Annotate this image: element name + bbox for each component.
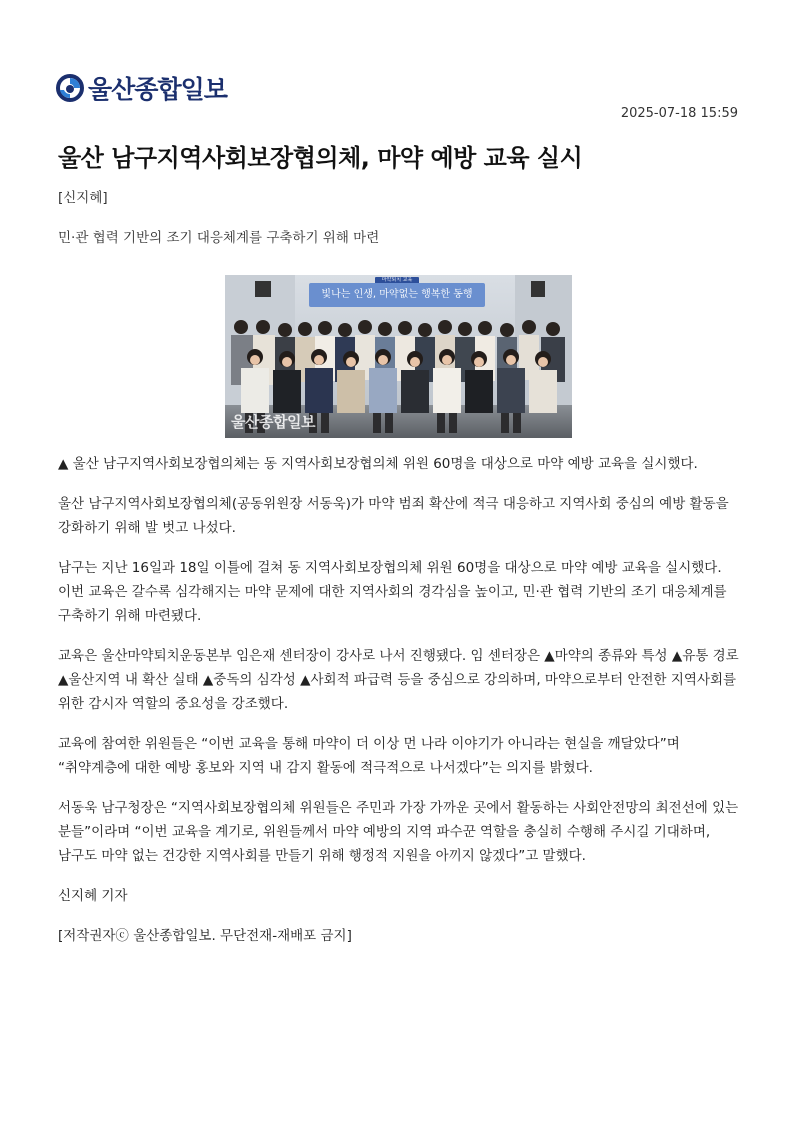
article-paragraph: 서동욱 남구청장은 “지역사회보장협의체 위원들은 주민과 가장 가까운 곳에서 활동하는 사회안전망의 최전선에 있는 분들”이라며 “이번 교육을 계기로, 위원들께서 마약 예방의 지역 파수꾼 역할을 충실히 수행해 주시길 기대하며, 남구도 마약 없는 건강한 지역사회를 만들기 위해 행정적 지원을 아끼지 않겠다”고 말했다. (58, 800, 739, 864)
photo-caption: ▲ 울산 남구지역사회보장협의체는 동 지역사회보장협의체 위원 60명을 대상으로 마약 예방 교육을 실시했다. (58, 456, 698, 472)
article-paragraph: 교육은 울산마약퇴치운동본부 임은재 센터장이 강사로 나서 진행됐다. 임 센터장은 ▲마약의 종류와 특성 ▲유통 경로 ▲울산지역 내 확산 실태 ▲중독의 심각성 ▲사회적 파급력 등을 중심으로 강의하며, 마약으로부터 안전한 지역사회를 위한 감시자 역할의 중요성을 강조했다. (58, 648, 739, 712)
photo-banner: 빛나는 인생, 마약없는 행복한 동행 (309, 283, 485, 307)
article-body (58, 452, 742, 964)
article-reporter: 신지혜 기자 (58, 888, 128, 904)
publish-datetime: 2025-07-18 15:59 (620, 106, 738, 121)
photo-banner-small: 마약퇴치 교육 (375, 277, 419, 284)
article-paragraph: 교육에 참여한 위원들은 “이번 교육을 통해 마약이 더 이상 먼 나라 이야기가 아니라는 현실을 깨달았다”며 “취약계층에 대한 예방 홍보와 지역 내 감지 활동에 적극적으로 나서겠다”는 의지를 밝혔다. (58, 736, 680, 776)
logo-swirl-icon (56, 74, 84, 102)
article-subtitle: 민·관 협력 기반의 조기 대응체계를 구축하기 위해 마련 (58, 230, 380, 246)
logo-text: 울산종합일보 (88, 75, 227, 104)
site-logo[interactable] (56, 70, 227, 106)
article-paragraph: 남구는 지난 16일과 18일 이틀에 걸쳐 동 지역사회보장협의체 위원 60명을 대상으로 마약 예방 교육을 실시했다. 이번 교육은 갈수록 심각해지는 마약 문제에 대한 지역사회의 경각심을 높이고, 민·관 협력 기반의 조기 대응체계를 구축하기 위해 마련됐다. (58, 560, 727, 624)
article-headline: 울산 남구지역사회보장협의체, 마약 예방 교육 실시 (58, 144, 583, 172)
photo-watermark: 울산종합일보 (231, 413, 315, 431)
article-paragraph: 울산 남구지역사회보장협의체(공동위원장 서동욱)가 마약 범죄 확산에 적극 대응하고 지역사회 중심의 예방 활동을 강화하기 위해 발 벗고 나섰다. (58, 496, 729, 536)
copyright-notice: [저작권자ⓒ 울산종합일보. 무단전재-재배포 금지] (58, 928, 352, 944)
article-photo (225, 275, 572, 438)
article-byline: [신지혜] (58, 190, 108, 206)
